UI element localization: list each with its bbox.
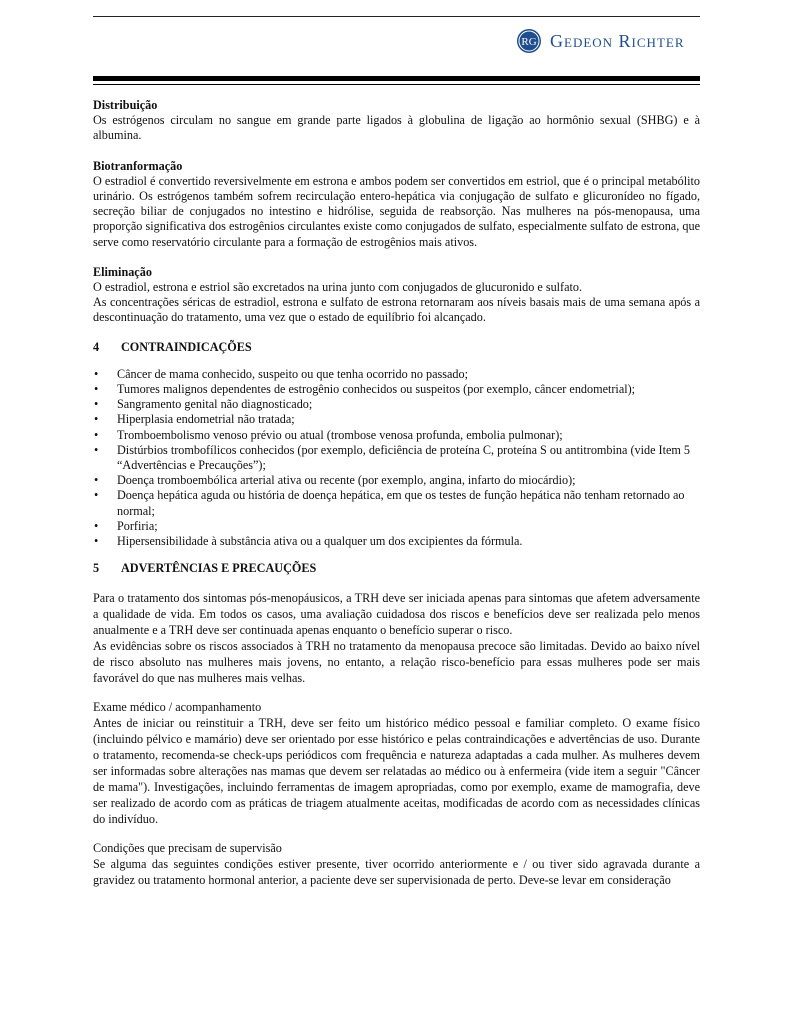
list-item: • Porfiria; xyxy=(93,519,700,534)
section-title: ADVERTÊNCIAS E PRECAUÇÕES xyxy=(121,561,317,576)
list-item: • Câncer de mama conhecido, suspeito ou que tenha ocorrido no passado; xyxy=(93,367,700,382)
text-advertencias-1: Para o tratamento dos sintomas pós-menopáusicos, a TRH deve ser iniciada apenas para sintomas que afetem adversamente a qualidade de vida. Em todos os casos, uma avaliação cuidadosa dos riscos e benefícios deve ser realizada pelo menos anualmente e a TRH deve ser continuada apenas enquanto o benefício superar o risco. xyxy=(93,591,700,638)
logo-letters: RG xyxy=(521,36,537,48)
list-item: • Sangramento genital não diagnosticado; xyxy=(93,397,700,412)
subheading-condicoes-supervisao: Condições que precisam de supervisão xyxy=(93,841,282,856)
heading-biotransformacao: Biotranformação xyxy=(93,158,183,173)
brand-name: Gedeon Richter xyxy=(550,30,685,51)
header-top-rule xyxy=(93,16,700,17)
section-title: CONTRAINDICAÇÕES xyxy=(121,339,252,354)
text-eliminacao-2: As concentrações séricas de estradiol, estrona e sulfato de estrona retornaram aos níveis basais mais de uma semana após a descontinuação do tratamento, uma vez que o estado de equilíbrio foi alcançado. xyxy=(93,295,700,325)
heading-distribuicao: Distribuição xyxy=(93,98,158,112)
subheading-exame-medico: Exame médico / acompanhamento xyxy=(93,700,262,715)
text-condicoes-supervisao: Se alguma das seguintes condições estiver presente, tiver ocorrido anteriormente e / ou tiver sido agravada durante a gravidez ou tratamento hormonal anterior, a paciente deve ser supervisionada de perto. Deve-se levar em consideração xyxy=(93,857,700,888)
list-item: • Tromboembolismo venoso prévio ou atual (trombose venosa profunda, embolia pulmonar); xyxy=(93,428,700,443)
gedeon-richter-logo-icon xyxy=(516,28,542,54)
section-heading-advertencias xyxy=(93,561,700,576)
list-item: • Distúrbios trombofílicos conhecidos (por exemplo, deficiência de proteína C, proteína S ou antitrombina (vide Item 5 “Advertências e Precauções”); xyxy=(93,443,700,473)
text-eliminacao-1: O estradiol, estrona e estriol são excretados na urina junto com conjugados de glucuronido e sulfato. xyxy=(93,280,583,295)
section-number: 5 xyxy=(93,561,100,576)
section-number: 4 xyxy=(93,339,100,354)
list-item: • Hipersensibilidade à substância ativa ou a qualquer um dos excipientes da fórmula. xyxy=(93,534,700,549)
text-exame-medico: Antes de iniciar ou reinstituir a TRH, deve ser feito um histórico médico pessoal e familiar completo. O exame físico (incluindo pélvico e mamário) deve ser orientado por esse histórico e pelas contraindicações e advertências de uso. Durante o tratamento, recomenda-se check-ups periódicos com frequência e natureza adaptadas a cada mulher. As mulheres devem ser informadas sobre alterações nas mamas que devem ser relatadas ao médico ou à enfermeira (vide item a seguir "Câncer de mama"). Investigações, incluindo ferramentas de imagem apropriadas, como por exemplo, exame de mamografia, deve ser realizado de acordo com as práticas de triagem atualmente aceitas, modificadas de acordo com as necessidades clínicas do indivíduo. xyxy=(93,716,700,827)
header-thick-rule xyxy=(93,76,700,81)
document-body xyxy=(93,98,700,888)
contraindications-list xyxy=(93,367,700,549)
text-biotransformacao: O estradiol é convertido reversivelmente em estrona e ambos podem ser convertidos em estriol, que é o principal metabólito urinário. Os estrógenos também sofrem recirculação entero-hepática via conjugação de sulfato e glicuronídeo no fígado, secreção biliar de conjugados no intestino e hidrólise, seguida de reabsorção. Nas mulheres na pós-menopausa, uma proporção significativa dos estrogênios circulantes existe como conjugados de sulfato, especialmente sulfato de estrona, que serve como reservatório circulante para a formação de estrogênios mais ativos. xyxy=(93,173,700,249)
list-item: • Hiperplasia endometrial não tratada; xyxy=(93,412,700,427)
list-item: • Tumores malignos dependentes de estrogênio conhecidos ou suspeitos (por exemplo, câncer endometrial); xyxy=(93,382,700,397)
text-advertencias-2: As evidências sobre os riscos associados à TRH no tratamento da menopausa precoce são limitadas. Devido ao baixo nível de risco absoluto nas mulheres mais jovens, no entanto, a relação risco-benefício para essas mulheres pode ser mais favorável do que nas mulheres mais velhas. xyxy=(93,639,700,686)
heading-eliminacao: Eliminação xyxy=(93,264,152,279)
header-thin-rule xyxy=(93,84,700,85)
text-distribuicao: Os estrógenos circulam no sangue em grande parte ligados à globulina de ligação ao hormônio sexual (SHBG) e à albumina. xyxy=(93,113,700,143)
brand-logo xyxy=(516,26,685,56)
list-item: • Doença tromboembólica arterial ativa ou recente (por exemplo, angina, infarto do miocárdio); xyxy=(93,473,700,488)
list-item: • Doença hepática aguda ou história de doença hepática, em que os testes de função hepática não tenham retornado ao normal; xyxy=(93,488,700,518)
section-heading-contraindicacoes xyxy=(93,340,700,355)
